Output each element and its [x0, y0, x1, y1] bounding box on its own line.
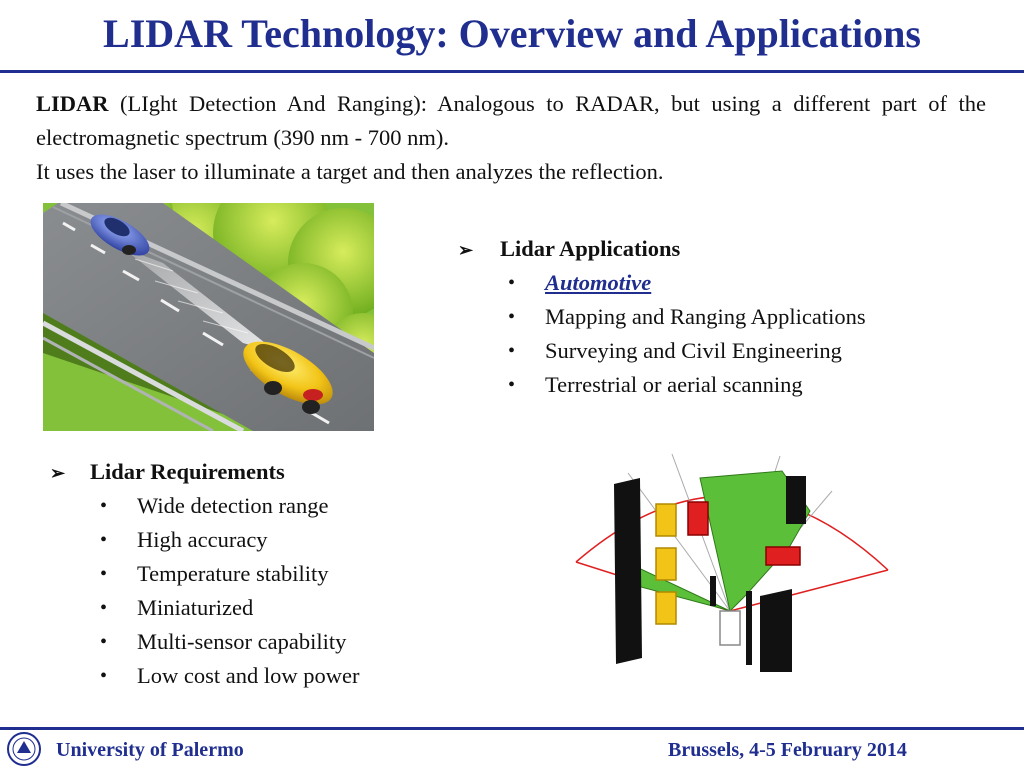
dot-bullet-icon: •: [100, 597, 108, 619]
applications-section: [458, 232, 978, 402]
dot-bullet-icon: •: [100, 563, 108, 585]
footer-location-date: Brussels, 4-5 February 2014: [668, 739, 907, 761]
applications-item: Terrestrial or aerial scanning: [545, 372, 803, 397]
requirements-heading: Lidar Requirements: [90, 459, 285, 484]
highway-scene-image: [43, 203, 374, 431]
requirements-item: Wide detection range: [137, 493, 329, 518]
intro-paragraph: [36, 87, 986, 155]
dot-bullet-icon: •: [508, 306, 516, 328]
requirements-list: [50, 489, 470, 693]
footer-divider: [0, 727, 1024, 730]
applications-item: Mapping and Ranging Applications: [545, 304, 866, 329]
dot-bullet-icon: •: [100, 631, 108, 653]
list-item: [508, 266, 978, 300]
dot-bullet-icon: •: [100, 665, 108, 687]
list-item: [100, 557, 470, 591]
applications-item: Surveying and Civil Engineering: [545, 338, 842, 363]
requirements-item: Temperature stability: [137, 561, 329, 586]
lidar-scan-diagram: [570, 446, 896, 672]
arrowhead-bullet-icon: ➢: [50, 463, 66, 483]
list-item: [100, 591, 470, 625]
list-item: [508, 334, 978, 368]
applications-item-automotive: Automotive: [545, 270, 652, 295]
intro-second-line: It uses the laser to illuminate a target and then analyzes the reflection.: [36, 159, 664, 184]
requirements-item: Miniaturized: [137, 595, 254, 620]
scan-field-diagram: [570, 446, 896, 672]
applications-list: [458, 266, 978, 402]
dot-bullet-icon: •: [100, 495, 108, 517]
dot-bullet-icon: •: [508, 340, 516, 362]
arrowhead-bullet-icon: ➢: [458, 240, 474, 260]
requirements-item: Multi-sensor capability: [137, 629, 347, 654]
highway-cars-illustration: [43, 203, 374, 431]
intro-lead-text: (LIght Detection And Ranging): Analogous to RADAR, but using a different part of the electromagnetic spectrum (390 nm - 700 nm).: [36, 91, 986, 150]
applications-heading: Lidar Applications: [500, 236, 681, 261]
university-seal-logo: [5, 731, 43, 767]
intro-text: [36, 87, 986, 189]
footer-university: University of Palermo: [56, 739, 244, 761]
list-item: [100, 489, 470, 523]
list-item: [508, 368, 978, 402]
list-item: [100, 659, 470, 693]
applications-heading-row: [458, 232, 978, 266]
list-item: [100, 523, 470, 557]
dot-bullet-icon: •: [100, 529, 108, 551]
list-item: [100, 625, 470, 659]
requirements-item: High accuracy: [137, 527, 268, 552]
intro-lead-bold: LIDAR: [36, 91, 109, 116]
requirements-section: [50, 455, 470, 693]
requirements-heading-row: [50, 455, 470, 489]
dot-bullet-icon: •: [508, 272, 516, 294]
requirements-item: Low cost and low power: [137, 663, 360, 688]
slide-title: LIDAR Technology: Overview and Applications: [103, 11, 921, 56]
title-divider: [0, 70, 1024, 73]
list-item: [508, 300, 978, 334]
dot-bullet-icon: •: [508, 374, 516, 396]
